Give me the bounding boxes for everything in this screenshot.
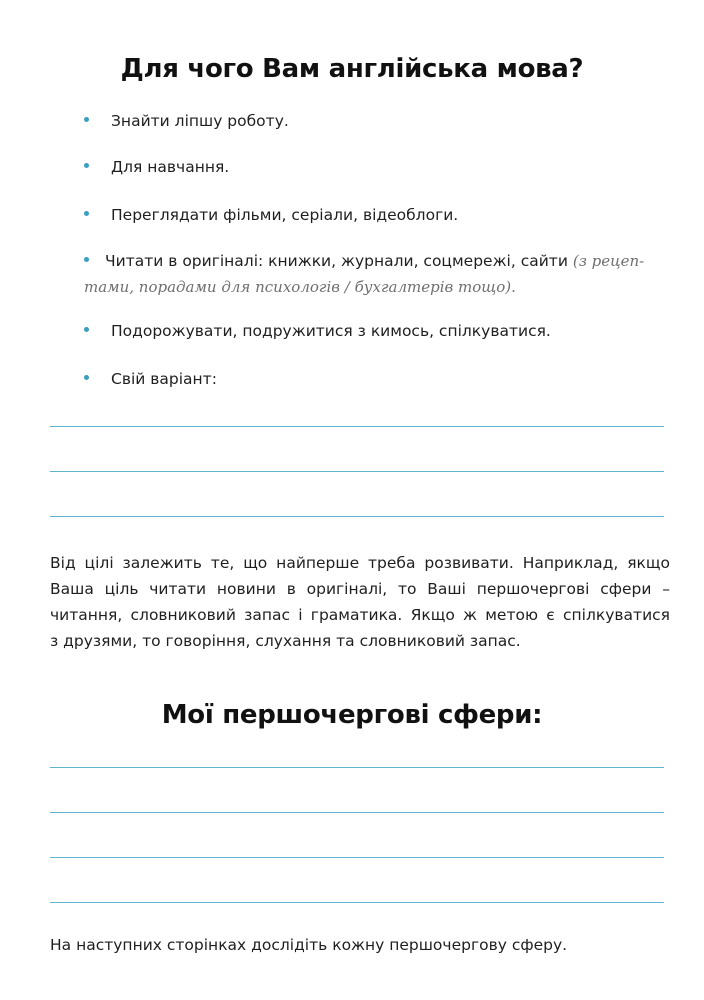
list-item	[84, 202, 684, 228]
paragraph-line: читання, словниковий запас і граматика. Якщо ж метою є спілкуватися	[50, 606, 670, 624]
writing-line[interactable]	[50, 767, 664, 768]
list-item	[84, 248, 684, 274]
paragraph-line: Від цілі залежить те, що найперше треба розвивати. Наприклад, якщо	[50, 554, 670, 572]
bullet-icon	[84, 257, 89, 262]
list-item	[84, 108, 684, 134]
list-item-text: Знайти ліпшу роботу.	[111, 112, 289, 130]
list-item	[84, 318, 684, 344]
bullet-icon	[84, 327, 89, 332]
bullet-icon	[84, 117, 89, 122]
writing-line[interactable]	[50, 857, 664, 858]
list-item	[84, 366, 684, 392]
section-heading: Мої першочергові сфери:	[161, 700, 543, 730]
page-title: Для чого Вам англійська мова?	[120, 54, 584, 84]
writing-line[interactable]	[50, 812, 664, 813]
writing-line[interactable]	[50, 471, 664, 472]
bullet-icon	[84, 375, 89, 380]
explanation-paragraph	[50, 550, 670, 654]
list-item-text: Читати в оригіналі: книжки, журнали, соцмережі, сайти	[105, 252, 568, 270]
list-item-continuation	[84, 274, 684, 300]
paragraph-line: з друзями, то говоріння, слухання та словниковий запас.	[50, 632, 521, 650]
list-item-note: тами, порадами для психологів / бухгалтерів тощо).	[84, 278, 516, 296]
bullet-icon	[84, 211, 89, 216]
list-item-note: (з рецеп-	[572, 252, 645, 270]
list-item-text: Подорожувати, подружитися з кимось, спілкуватися.	[111, 322, 551, 340]
writing-line[interactable]	[50, 426, 664, 427]
writing-line[interactable]	[50, 516, 664, 517]
list-item	[84, 154, 684, 180]
footer-note: На наступних сторінках дослідіть кожну першочергову сферу.	[50, 936, 568, 954]
writing-line[interactable]	[50, 902, 664, 903]
list-item-text: Для навчання.	[111, 158, 230, 176]
paragraph-line: Ваша ціль читати новини в оригіналі, то Ваші першочергові сфери –	[50, 580, 670, 598]
list-item-text: Свій варіант:	[111, 370, 217, 388]
bullet-icon	[84, 163, 89, 168]
list-item-text: Переглядати фільми, серіали, відеоблоги.	[111, 206, 459, 224]
